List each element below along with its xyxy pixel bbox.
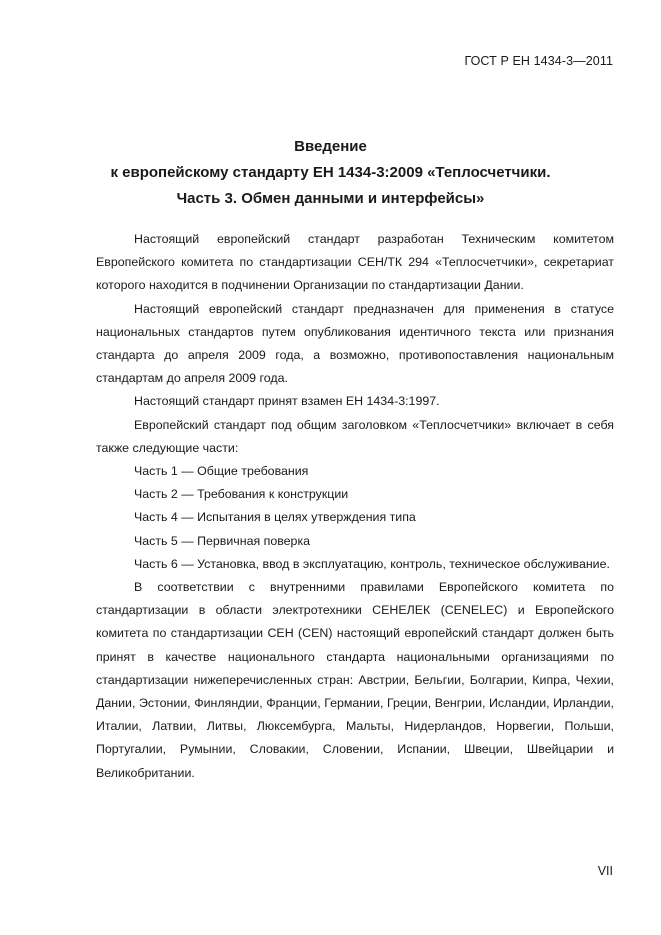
page-number: VII xyxy=(597,864,613,878)
part-list-item: Часть 5 — Первичная поверка xyxy=(134,533,311,548)
paragraph-development: Настоящий европейский стандарт разработан Техническим комитетом Европейского комитета по стандартизации СЕН/ТК 294 «Теплосчетчики», секретариат которого находится в подчинении Организации по стандартизации Дании. xyxy=(96,232,614,293)
title-line-1: Введение xyxy=(294,138,367,155)
part-list-item: Часть 2 — Требования к конструкции xyxy=(134,487,349,502)
title-line-2: к европейскому стандарту ЕН 1434-3:2009 «Теплосчетчики. xyxy=(110,164,551,181)
introduction-title xyxy=(0,134,661,212)
title-line-3: Часть 3. Обмен данными и интерфейсы» xyxy=(176,190,485,207)
part-list-item: Часть 1 — Общие требования xyxy=(134,464,309,479)
document-body xyxy=(96,228,614,785)
paragraph-replacement: Настоящий стандарт принят взамен ЕН 1434-3:1997. xyxy=(134,394,440,409)
paragraph-application: Настоящий европейский стандарт предназначен для применения в статусе национальных стандартов путем опубликования идентичного текста или признания стандарта до апреля 2009 года, а возможно, противопоставления национальным стандартам до апреля 2009 года. xyxy=(96,301,614,386)
part-list-item: Часть 6 — Установка, ввод в эксплуатацию, контроль, техническое обслуживание. xyxy=(134,556,610,571)
document-code: ГОСТ Р ЕН 1434-3—2011 xyxy=(464,54,613,68)
paragraph-adoption-countries: В соответствии с внутренними правилами Европейского комитета по стандартизации в области электротехники СЕНЕЛЕК (CENELEC) и Европейского комитета по стандартизации СЕН (CEN) настоящий европейский стандарт должен быть принят в качестве национального стандарта национальными организациями по стандартизации нижеперечисленных стран: Австрии, Бельгии, Болгарии, Кипра, Чехии, Дании, Эстонии, Финляндии, Франции, Германии, Греции, Венгрии, Исландии, Ирландии, Италии, Латвии, Литвы, Люксембурга, Мальты, Нидерландов, Норвегии, Польши, Португалии, Румынии, Словакии, Словении, Испании, Швеции, Швейцарии и Великобритании. xyxy=(96,580,614,780)
paragraph-parts-intro: Европейский стандарт под общим заголовком «Теплосчетчики» включает в себя также следующие части: xyxy=(96,417,614,455)
part-list-item: Часть 4 — Испытания в целях утверждения типа xyxy=(134,510,416,525)
